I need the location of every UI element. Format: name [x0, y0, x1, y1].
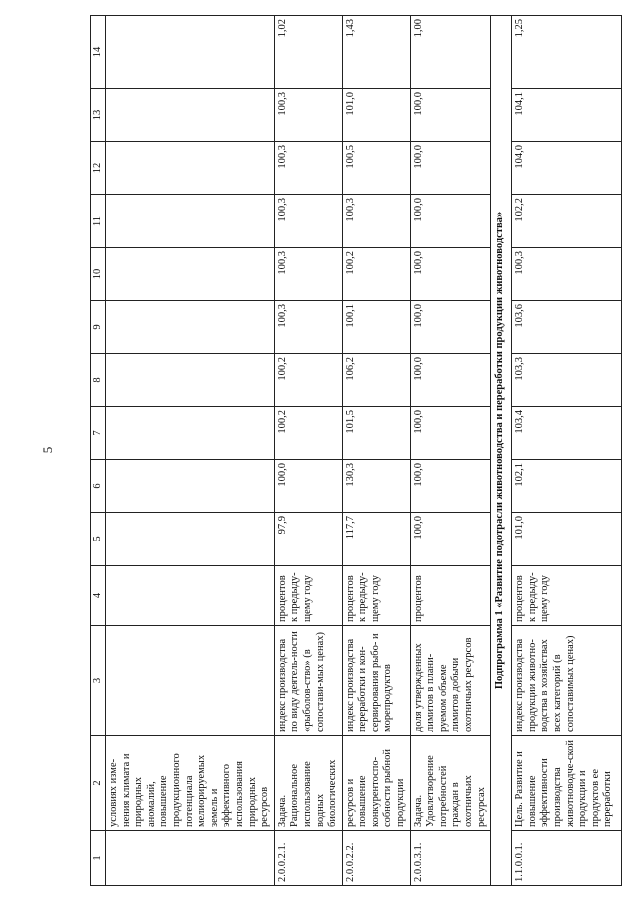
- subprogram-row: [491, 16, 512, 886]
- row-goal: условиях изме-нения климата и природных аномалий, повышение продукционного потенциала мелиорируемых земель и эффективного использования природных ресурсов: [106, 736, 275, 831]
- value-cell: 100,3: [274, 89, 342, 142]
- value-cell: [106, 142, 275, 195]
- value-cell: [106, 248, 275, 301]
- indicator-table: [90, 15, 622, 886]
- table-row: [410, 16, 491, 886]
- value-cell: 100,3: [274, 301, 342, 354]
- row-goal: Задача. Удовлетворение потребностей граждан в охотничьих ресурсах: [410, 736, 491, 831]
- header-cell: 4: [91, 566, 106, 626]
- table-row: [512, 16, 622, 886]
- value-cell: 130,3: [342, 460, 410, 513]
- value-cell: 102,1: [512, 460, 622, 513]
- value-cell: 100,3: [512, 248, 622, 301]
- row-unit: [106, 566, 275, 626]
- row-indicator: [106, 626, 275, 736]
- header-cell: 12: [91, 142, 106, 195]
- rotated-table-wrapper: [90, 16, 622, 886]
- page-number: 5: [40, 446, 55, 454]
- value-cell: 100,1: [342, 301, 410, 354]
- row-indicator: индекс производства переработки и кон-сервирования рыбо- и морепродуктов: [342, 626, 410, 736]
- row-unit: процентов: [410, 566, 491, 626]
- row-goal: Задача. Рациональное использование водных биологических: [274, 736, 342, 831]
- value-cell: 117,7: [342, 513, 410, 566]
- value-cell: 100,2: [274, 354, 342, 407]
- table-row: [342, 16, 410, 886]
- row-code: 2.0.0.3.1.: [410, 831, 491, 886]
- value-cell: 100,0: [410, 195, 491, 248]
- value-cell: 1,25: [512, 16, 622, 89]
- row-goal: ресурсов и повышение конкурентоспо-собности рыбной продукции: [342, 736, 410, 831]
- value-cell: 103,3: [512, 354, 622, 407]
- value-cell: 104,1: [512, 89, 622, 142]
- value-cell: [106, 16, 275, 89]
- value-cell: 1,00: [410, 16, 491, 89]
- header-cell: 8: [91, 354, 106, 407]
- row-code: [106, 831, 275, 886]
- value-cell: 100,0: [410, 89, 491, 142]
- header-cell: 11: [91, 195, 106, 248]
- value-cell: [106, 407, 275, 460]
- row-code: 2.0.0.2.2.: [342, 831, 410, 886]
- header-cell: 1: [91, 831, 106, 886]
- value-cell: 100,0: [410, 460, 491, 513]
- row-goal: Цель. Развитие и повышение эффективности производства животноводче-ской продукции и продуктов ее переработки: [512, 736, 622, 831]
- header-cell: 13: [91, 89, 106, 142]
- subprogram-title: Подпрограмма 1 «Развитие подотрасли животноводства и переработки продукции животноводства»: [491, 16, 512, 886]
- value-cell: 106,2: [342, 354, 410, 407]
- value-cell: 1,02: [274, 16, 342, 89]
- value-cell: 1,43: [342, 16, 410, 89]
- value-cell: 101,5: [342, 407, 410, 460]
- value-cell: 101,0: [512, 513, 622, 566]
- value-cell: [106, 301, 275, 354]
- value-cell: 103,6: [512, 301, 622, 354]
- value-cell: 100,0: [274, 460, 342, 513]
- value-cell: 100,3: [274, 248, 342, 301]
- header-cell: 9: [91, 301, 106, 354]
- row-indicator: индекс производства продукции животно-водства в хозяйствах всех категорий (в сопоставимых ценах): [512, 626, 622, 736]
- row-code: 2.0.0.2.1.: [274, 831, 342, 886]
- value-cell: 100,0: [410, 301, 491, 354]
- value-cell: 100,0: [410, 513, 491, 566]
- value-cell: 100,3: [342, 195, 410, 248]
- row-code: 1.1.0.0.1.: [512, 831, 622, 886]
- table-row: [274, 16, 342, 886]
- value-cell: [106, 354, 275, 407]
- value-cell: [106, 195, 275, 248]
- row-unit: процентов к предыду-щему году: [342, 566, 410, 626]
- header-cell: 7: [91, 407, 106, 460]
- value-cell: 100,0: [410, 354, 491, 407]
- value-cell: 100,0: [410, 142, 491, 195]
- row-indicator: доля утвержденных лимитов в плани-руемом объеме лимитов добычи охотничьих ресурсов: [410, 626, 491, 736]
- value-cell: 103,4: [512, 407, 622, 460]
- value-cell: 100,2: [342, 248, 410, 301]
- value-cell: 100,3: [274, 142, 342, 195]
- value-cell: 104,0: [512, 142, 622, 195]
- table-row: [106, 16, 275, 886]
- value-cell: [106, 513, 275, 566]
- value-cell: 100,5: [342, 142, 410, 195]
- header-cell: 3: [91, 626, 106, 736]
- header-cell: 2: [91, 736, 106, 831]
- value-cell: 100,0: [410, 407, 491, 460]
- header-cell: 10: [91, 248, 106, 301]
- value-cell: 100,3: [274, 195, 342, 248]
- row-indicator: индекс производства по виду деятель-ности «рыболов-ство» (в сопостави-мых ценах): [274, 626, 342, 736]
- value-cell: 100,0: [410, 248, 491, 301]
- value-cell: 101,0: [342, 89, 410, 142]
- value-cell: [106, 89, 275, 142]
- value-cell: 102,2: [512, 195, 622, 248]
- header-cell: 5: [91, 513, 106, 566]
- value-cell: [106, 460, 275, 513]
- row-unit: процентов к предыду-щему году: [512, 566, 622, 626]
- header-cell: 6: [91, 460, 106, 513]
- value-cell: 100,2: [274, 407, 342, 460]
- value-cell: 97,9: [274, 513, 342, 566]
- row-unit: процентов к предыду-щему году: [274, 566, 342, 626]
- header-row: [91, 16, 106, 886]
- header-cell: 14: [91, 16, 106, 89]
